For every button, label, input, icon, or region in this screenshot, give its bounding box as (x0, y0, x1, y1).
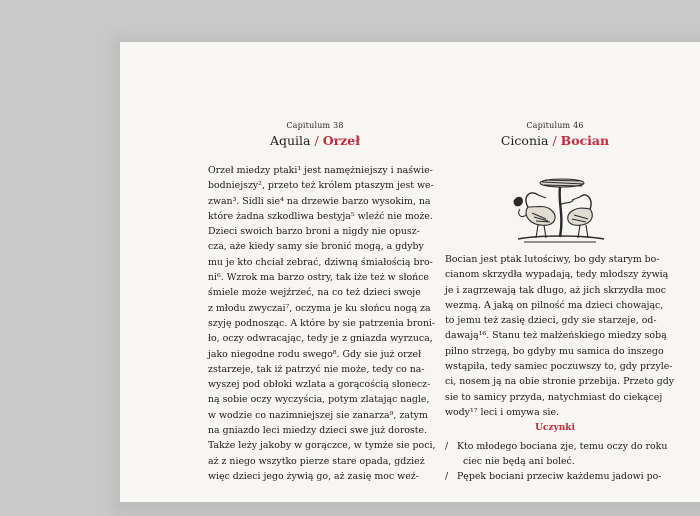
text-line: ło, oczy odwracając, tedy je z gniazda wyrzuca, (208, 333, 433, 345)
text-line: mu je kto chciał zebrać, dziwną śmiałością bro- (208, 256, 433, 268)
text-line: wezmą. A jaką on pilność ma dzieci chowając, (445, 299, 664, 311)
title-latin: Aquila (269, 133, 311, 148)
remedies-list (445, 439, 685, 484)
text-line: Orzeł miedzy ptaki¹ jest namężniejszy i naświe- (208, 165, 433, 176)
text-line: cza, aże kiedy samy sie bronić mogą, a gdyby (208, 241, 424, 253)
text-line: je i zagrzewają tak długo, aż jich skrzydła moc (445, 284, 666, 296)
title-polish: Orzeł (322, 133, 361, 148)
text-line: zwan³. Sidli sie⁴ na drzewie barzo wysokim, na (208, 195, 431, 207)
text-line: z młodu zwyczai⁷, oczyma je ku słońcu nogą za (208, 302, 431, 314)
text-line: Bocian jest ptak lutościwy, bo gdy starym bo- (445, 254, 660, 265)
section-heading: Uczynki (535, 423, 575, 433)
text-line: śmiele może wejźrzeć, na co też dzieci swoje (208, 287, 421, 299)
title-separator: / (314, 133, 319, 148)
text-line: wstąpiła, tedy samiec poczuwszy to, gdy przyle- (445, 361, 673, 373)
text-line: w wodzie co nazimniejszej sie zanarza⁹, zatym (208, 409, 428, 421)
chapter-title (208, 133, 422, 148)
text-line: pilno strzegą, bo gdyby mu samica do inszego (445, 345, 664, 357)
body-text (208, 163, 436, 484)
text-line: to jemu też zasię dzieci, gdy sie starzeje, od- (445, 315, 657, 327)
text-line: bodniejszy², przeto też królem ptaszym jest we- (208, 180, 434, 192)
text-line: ci, nosem ją na obie stronie przebija. Przeto gdy (445, 376, 675, 388)
text-line: jako niegodne rodu swego⁸. Gdy sie już orzeł (208, 348, 422, 360)
text-line: cianom skrzydła wypadają, tedy młodszy żywią (445, 269, 669, 281)
chapter-number: Capitulum 46 (526, 121, 584, 130)
text-line: więc dzieci jego żywią go, aż zasię moc weź- (208, 470, 419, 482)
list-item-continuation: ciec nie będą ani boleć. (463, 456, 575, 467)
text-line: szyję podnosząc. A które by sie patrzenia broni- (208, 317, 436, 329)
text-line: które żadna szkodliwa bestyja⁵ wleźć nie może. (208, 210, 433, 222)
body-text (445, 252, 675, 420)
text-line: dawają¹⁶. Stanu też małżeńskiego miedzy sobą (445, 330, 667, 342)
text-line: aż z niego wszytko pierze stare opada, gdzież (208, 455, 425, 467)
book-page (120, 42, 700, 502)
chapter-number: Capitulum 38 (286, 121, 344, 130)
list-item (445, 469, 685, 484)
title-polish: Bocian (560, 133, 610, 148)
text-line: ni⁶. Wzrok ma barzo ostry, tak iże też w słońce (208, 272, 429, 284)
text-line: wody¹⁷ leci i omywa sie. (445, 406, 559, 418)
text-line: wyszej pod obłoki wzlata a gorącością słonecz- (208, 379, 431, 391)
list-item-text: Pępek bociani przeciw każdemu jadowi po- (457, 471, 662, 482)
title-latin: Ciconia (500, 133, 549, 148)
text-line: na gniazdo leci miedzy dzieci swe już doroste. (208, 425, 428, 437)
text-line: sie to samicy przyda, natychmiast do ciekącej (445, 391, 663, 403)
list-item-text: Kto młodego bociana zje, temu oczy do roku (457, 441, 668, 452)
text-line: Dzieci swoich barzo broni a nigdy nie opusz- (208, 226, 420, 238)
chapter-title (445, 133, 665, 148)
text-line: Także leży jakoby w gorączce, w tymże sie poci, (208, 440, 436, 452)
text-line: ną sobie oczy wyczyścia, potym zlatając nagle, (208, 394, 430, 406)
list-marker: / (445, 471, 449, 482)
list-item (445, 439, 685, 469)
text-line: zstarzeje, tak iż patrzyć nie może, tedy co na- (208, 363, 425, 375)
title-separator: / (552, 133, 557, 148)
stork-woodcut-icon (500, 175, 610, 245)
list-marker: / (445, 441, 449, 452)
